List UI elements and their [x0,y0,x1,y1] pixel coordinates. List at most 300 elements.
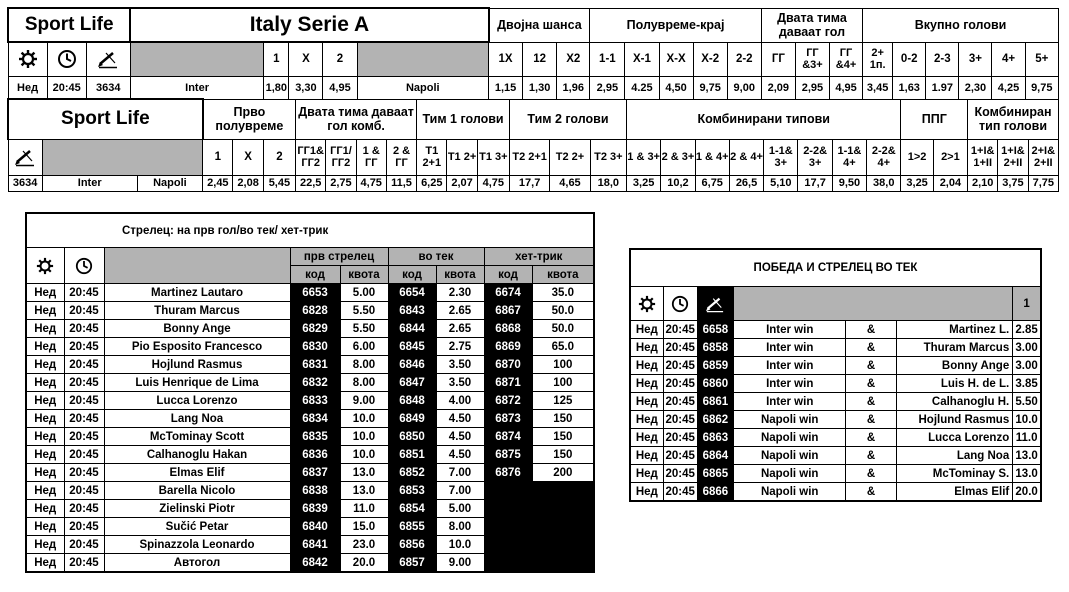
code-cell: 3634 [8,175,42,191]
odd-cell[interactable]: 4,95 [829,76,862,99]
win-scorer-row[interactable] [630,375,1041,393]
odd-cell[interactable]: 9,00 [727,76,761,99]
win-scorer-row[interactable] [630,411,1041,429]
day-cell: Нед [26,284,64,302]
odd-cell[interactable]: 13.0 [1013,465,1041,483]
ppg-header-cell: 1>2 [901,139,933,175]
odd-cell[interactable]: 1,30 [523,76,557,99]
odd-cell[interactable]: 3,25 [901,175,933,191]
league-title: Italy Serie A [130,8,488,42]
code-cell: 6851 [388,446,436,464]
scorer-row[interactable] [26,464,594,482]
time-cell: 20:45 [663,357,697,375]
odd-cell[interactable]: 9,50 [832,175,866,191]
odd-cell[interactable]: 65.0 [532,338,594,356]
odd-cell[interactable]: 5,10 [764,175,798,191]
code-cell: 6839 [290,500,340,518]
scorer-row[interactable] [26,500,594,518]
odd-cell[interactable]: 5.50 [340,302,388,320]
code-cell: 3634 [86,76,130,99]
player-name: Martinez L. [896,321,1013,339]
time-cell: 20:45 [663,411,697,429]
odd-cell[interactable]: 20.0 [340,554,388,573]
code-cell: 6866 [697,483,733,502]
odd-cell[interactable]: 3,25 [626,175,660,191]
code-cell [484,500,532,518]
odd-cell[interactable]: 50.0 [532,302,594,320]
code-cell: 6835 [290,428,340,446]
odd-cell[interactable]: 9,75 [693,76,727,99]
odd-cell[interactable]: 2,45 [203,175,233,191]
player-name: Bonny Ange [896,357,1013,375]
day-cell: Нед [26,320,64,338]
double-chance-header: Двојна шанса [489,8,590,42]
odd-cell[interactable]: 1,63 [893,76,926,99]
odd-cell[interactable] [532,500,594,518]
day-cell: Нед [26,428,64,446]
code-cell: 6838 [290,482,340,500]
clock-icon [64,248,104,284]
win-scorer-row[interactable] [630,483,1041,502]
odd-cell[interactable]: 6.00 [340,338,388,356]
code-cell [484,482,532,500]
header-blank [42,139,202,175]
first-half-header: Прво полувреме [203,99,296,139]
odd-cell[interactable]: 4.50 [436,428,484,446]
odd-cell[interactable]: 15.0 [340,518,388,536]
team-win: Inter win [733,339,846,357]
win-scorer-row[interactable] [630,339,1041,357]
cg-header-cell: 1+I& 1+II [968,139,998,175]
day-cell: Нед [630,357,663,375]
day-cell: Нед [26,536,64,554]
code-cell: 6658 [697,321,733,339]
odd-cell[interactable]: 2.65 [436,302,484,320]
day-cell: Нед [26,500,64,518]
code-cell: 6844 [388,320,436,338]
odd-cell[interactable]: 4,25 [992,76,1025,99]
day-cell: Нед [26,356,64,374]
odd-cell[interactable]: 2,08 [233,175,263,191]
odd-cell[interactable]: 10.0 [1013,411,1041,429]
code-cell: 6831 [290,356,340,374]
player-name: Hojlund Rasmus [104,356,290,374]
time-cell: 20:45 [64,428,104,446]
code-cell: 6848 [388,392,436,410]
odd-cell[interactable]: 2.75 [436,338,484,356]
day-cell: Нед [8,76,47,99]
brand-logo: Sport Life [8,8,130,42]
odd-cell[interactable]: 11,5 [386,175,416,191]
odd-cell[interactable]: 1,15 [489,76,523,99]
odd-cell[interactable]: 5.50 [1013,393,1041,411]
ampersand: & [846,429,896,447]
odd-cell[interactable]: 125 [532,392,594,410]
code-cell: 6846 [388,356,436,374]
comb-header-cell: 2 & 3+ [661,139,695,175]
code-cell: 6862 [697,411,733,429]
odd-cell[interactable]: 26,5 [729,175,763,191]
team-win: Inter win [733,357,846,375]
pen-icon [697,287,733,321]
odd-cell[interactable]: 9.00 [340,392,388,410]
scorer-row[interactable] [26,482,594,500]
clock-icon [663,287,697,321]
ampersand: & [846,321,896,339]
code-cell: 6876 [484,464,532,482]
code-cell: 6674 [484,284,532,302]
scorer-row[interactable] [26,302,594,320]
scorer-row[interactable] [26,374,594,392]
scorer-row[interactable] [26,338,594,356]
scorer-row[interactable] [26,356,594,374]
odd-cell[interactable]: 4,75 [356,175,386,191]
odd-cell[interactable] [532,536,594,554]
ampersand: & [846,483,896,502]
odd-cell[interactable]: 2,95 [795,76,829,99]
code-cell: 6837 [290,464,340,482]
odd-cell[interactable] [532,482,594,500]
code-cell: 6849 [388,410,436,428]
time-cell: 20:45 [663,465,697,483]
total-goals-header: Вкупно голови [863,8,1059,42]
odd-cell[interactable]: 150 [532,446,594,464]
htft-header-cell: X-2 [693,42,727,76]
odd-cell[interactable]: 38,0 [867,175,901,191]
odd-cell[interactable]: 9.00 [436,554,484,573]
player-name: Calhanoglu H. [896,393,1013,411]
scorer-row[interactable] [26,410,594,428]
day-cell: Нед [630,411,663,429]
t2-header-cell: Т2 2+ [550,139,590,175]
player-name: Lang Noa [104,410,290,428]
odd-cell[interactable]: 3,75 [998,175,1028,191]
comb-header-cell: 1 & 4+ [695,139,729,175]
code-cell: 6654 [388,284,436,302]
t1-header-cell: Т1 3+ [477,139,509,175]
player-name: Zielinski Piotr [104,500,290,518]
team-win: Napoli win [733,447,846,465]
match-row[interactable] [8,76,1059,99]
odd-cell[interactable]: 1,96 [557,76,590,99]
odd-cell[interactable]: 8.00 [436,518,484,536]
header-blank [357,42,488,76]
odd-cell[interactable]: 5.00 [340,284,388,302]
code-cell: 6857 [388,554,436,573]
t2-header-cell: Т2 3+ [590,139,626,175]
code-cell: 6829 [290,320,340,338]
code-cell: 6833 [290,392,340,410]
odd-cell[interactable]: 2.85 [1013,321,1041,339]
odd-cell[interactable]: 100 [532,374,594,392]
col-1-header: 1 [1013,287,1041,321]
code-cell: 6870 [484,356,532,374]
scorer-row[interactable] [26,446,594,464]
team-win: Napoli win [733,411,846,429]
odd-cell[interactable]: 1,80 [264,76,289,99]
time-cell: 20:45 [64,338,104,356]
odd-cell[interactable]: 7.00 [436,482,484,500]
odd-cell[interactable]: 2,75 [326,175,356,191]
header-blank [733,287,1012,321]
odd-cell[interactable]: 6,25 [417,175,447,191]
player-name: Lang Noa [896,447,1013,465]
pen-icon [86,42,130,76]
brand-logo: Sport Life [8,99,203,139]
scorer-row[interactable] [26,536,594,554]
match-row[interactable] [8,175,1059,191]
comb-header-cell: 1-1& 4+ [832,139,866,175]
col-1-header: 1 [264,42,289,76]
time-cell: 20:45 [64,284,104,302]
fh-header-cell: 2 [263,139,295,175]
odd-cell[interactable]: 4.00 [436,392,484,410]
code-cell: 6830 [290,338,340,356]
code-cell [484,536,532,554]
gear-icon [8,42,47,76]
time-cell: 20:45 [64,536,104,554]
time-cell: 20:45 [663,447,697,465]
odd-cell[interactable]: 4,50 [659,76,693,99]
fh-header-cell: 1 [203,139,233,175]
odd-cell[interactable]: 2,95 [590,76,625,99]
odd-cell[interactable]: 5,45 [263,175,295,191]
htft-header-cell: X-1 [625,42,659,76]
away-team: Napoli [137,175,203,191]
win-scorer-row[interactable] [630,429,1041,447]
win-scorer-row[interactable] [630,447,1041,465]
odd-cell[interactable]: 7,75 [1028,175,1058,191]
odd-cell[interactable]: 35.0 [532,284,594,302]
odd-cell[interactable]: 5.50 [340,320,388,338]
code-cell: 6850 [388,428,436,446]
odd-cell[interactable]: 2,30 [959,76,992,99]
win-scorer-row[interactable] [630,357,1041,375]
code-cell: 6842 [290,554,340,573]
odd-cell[interactable]: 10.0 [340,446,388,464]
odd-cell[interactable]: 23.0 [340,536,388,554]
odd-cell[interactable]: 100 [532,356,594,374]
btts-header-cell: ГГ [761,42,795,76]
odd-cell[interactable]: 4.50 [436,446,484,464]
btts-header: Двата тима даваат гол [761,8,862,42]
btts-comb-header-cell: ГГ1& ГГ2 [296,139,326,175]
odd-cell[interactable]: 6,75 [695,175,729,191]
odd-cell[interactable]: 11.0 [340,500,388,518]
ppg-header-cell: 2>1 [933,139,967,175]
day-cell: Нед [630,483,663,502]
odd-cell[interactable]: 4,65 [550,175,590,191]
scorer-row[interactable] [26,320,594,338]
ampersand: & [846,393,896,411]
odd-cell[interactable]: 4,95 [323,76,357,99]
code-cell: 6828 [290,302,340,320]
player-name: Luis H. de L. [896,375,1013,393]
code-cell: 6836 [290,446,340,464]
day-cell: Нед [630,339,663,357]
extra-odds-table [7,98,1059,192]
odd-cell[interactable]: 9,75 [1025,76,1058,99]
odd-cell[interactable]: 10.0 [340,428,388,446]
htft-header-cell: 1-1 [590,42,625,76]
odd-cell[interactable]: 3.85 [1013,375,1041,393]
odd-cell[interactable]: 2,07 [447,175,477,191]
time-cell: 20:45 [663,483,697,502]
code-cell: 6856 [388,536,436,554]
htft-header-cell: 2-2 [727,42,761,76]
time-cell: 20:45 [47,76,86,99]
odd-cell[interactable]: 2.65 [436,320,484,338]
btts-header-cell: ГГ &3+ [795,42,829,76]
tg-header-cell: 5+ [1025,42,1058,76]
player-name: Bonny Ange [104,320,290,338]
odd-cell[interactable]: 2.30 [436,284,484,302]
day-cell: Нед [26,392,64,410]
anytime-header: во тек [388,248,484,266]
code-cell: 6873 [484,410,532,428]
odd-cell[interactable]: 10.0 [340,410,388,428]
odd-cell[interactable] [532,554,594,573]
odd-cell[interactable]: 3.50 [436,356,484,374]
code-cell: 6859 [697,357,733,375]
comb-header-cell: 2-2& 4+ [867,139,901,175]
day-cell: Нед [630,429,663,447]
clock-icon [47,42,86,76]
btts-header-cell: ГГ &4+ [829,42,862,76]
odd-cell[interactable]: 2,09 [761,76,795,99]
odd-cell[interactable]: 7.00 [436,464,484,482]
odd-cell[interactable]: 5.00 [436,500,484,518]
ampersand: & [846,465,896,483]
first-scorer-header: прв стрелец [290,248,388,266]
odd-cell[interactable]: 17,7 [509,175,549,191]
code-cell: 6869 [484,338,532,356]
day-cell: Нед [630,447,663,465]
team-win: Inter win [733,321,846,339]
odd-cell[interactable]: 3,45 [863,76,893,99]
scorer-row[interactable] [26,428,594,446]
t1-header-cell: Т1 2+1 [417,139,447,175]
odd-cell[interactable]: 4.50 [436,410,484,428]
odd-cell[interactable]: 3.00 [1013,357,1041,375]
time-cell: 20:45 [64,464,104,482]
win-scorer-row[interactable] [630,465,1041,483]
win-scorer-row[interactable] [630,321,1041,339]
time-cell: 20:45 [64,500,104,518]
time-cell: 20:45 [64,392,104,410]
code-cell: 6845 [388,338,436,356]
odd-cell[interactable]: 17,7 [798,175,832,191]
scorer-row[interactable] [26,284,594,302]
t1-header-cell: Т1 2+ [447,139,477,175]
scorer-row[interactable] [26,392,594,410]
odd-cell[interactable]: 20.0 [1013,483,1041,502]
dc-12-header: 12 [523,42,557,76]
day-cell: Нед [26,482,64,500]
time-cell: 20:45 [64,374,104,392]
odd-cell[interactable]: 8.00 [340,374,388,392]
col-2-header: 2 [323,42,357,76]
day-cell: Нед [26,554,64,573]
odd-cell[interactable]: 11.0 [1013,429,1041,447]
btts-comb-header-cell: ГГ1/ ГГ2 [326,139,356,175]
code-subheader: код [484,266,532,284]
odd-cell[interactable]: 50.0 [532,320,594,338]
player-name: Barella Nicolo [104,482,290,500]
odd-cell[interactable]: 150 [532,428,594,446]
player-name: Thuram Marcus [104,302,290,320]
time-cell: 20:45 [64,554,104,573]
odd-cell[interactable]: 18,0 [590,175,626,191]
htft-header: Полувреме-крај [590,8,761,42]
odd-cell[interactable]: 13.0 [1013,447,1041,465]
scorer-row[interactable] [26,554,594,573]
time-cell: 20:45 [64,410,104,428]
player-name: Lucca Lorenzo [104,392,290,410]
code-cell: 6868 [484,320,532,338]
odd-cell[interactable]: 10,2 [661,175,695,191]
odd-cell[interactable]: 1.97 [926,76,959,99]
odd-cell[interactable]: 22,5 [296,175,326,191]
odd-cell[interactable]: 150 [532,410,594,428]
day-cell: Нед [26,518,64,536]
code-cell: 6841 [290,536,340,554]
odd-cell[interactable]: 13.0 [340,464,388,482]
odd-cell[interactable]: 3.00 [1013,339,1041,357]
team-win: Napoli win [733,465,846,483]
odd-cell[interactable]: 13.0 [340,482,388,500]
player-name: Calhanoglu Hakan [104,446,290,464]
day-cell: Нед [26,464,64,482]
odd-cell[interactable]: 3,30 [289,76,323,99]
odd-cell[interactable]: 8.00 [340,356,388,374]
comb-header-cell: 1-1& 3+ [764,139,798,175]
cg-header-cell: 2+I& 2+II [1028,139,1058,175]
odd-cell[interactable]: 2,04 [933,175,967,191]
day-cell: Нед [26,302,64,320]
odd-cell[interactable]: 10.0 [436,536,484,554]
odd-cell[interactable]: 4.25 [625,76,659,99]
time-cell: 20:45 [64,302,104,320]
player-name: Hojlund Rasmus [896,411,1013,429]
odd-cell[interactable]: 200 [532,464,594,482]
scorer-table [25,212,595,573]
scorer-title: Стрелец: на прв гол/во тек/ хет-трик [26,213,594,248]
odd-cell[interactable]: 4,75 [477,175,509,191]
day-cell: Нед [26,338,64,356]
odd-cell[interactable]: 3.50 [436,374,484,392]
code-cell: 6867 [484,302,532,320]
combined-header: Комбинирани типови [626,99,900,139]
t2-header-cell: Т2 2+1 [509,139,549,175]
win-scorer-row[interactable] [630,393,1041,411]
time-cell: 20:45 [663,393,697,411]
scorer-row[interactable] [26,518,594,536]
cg-header-cell: 1+I& 2+II [998,139,1028,175]
player-name: Thuram Marcus [896,339,1013,357]
main-odds-table [7,7,1059,100]
time-cell: 20:45 [663,375,697,393]
odd-cell[interactable]: 2,10 [968,175,998,191]
comb-header-cell: 2 & 4+ [729,139,763,175]
odd-cell[interactable] [532,518,594,536]
code-cell [484,554,532,573]
day-cell: Нед [630,465,663,483]
code-cell: 6864 [697,447,733,465]
tg-header-cell: 3+ [959,42,992,76]
team-win: Inter win [733,375,846,393]
time-cell: 20:45 [64,518,104,536]
